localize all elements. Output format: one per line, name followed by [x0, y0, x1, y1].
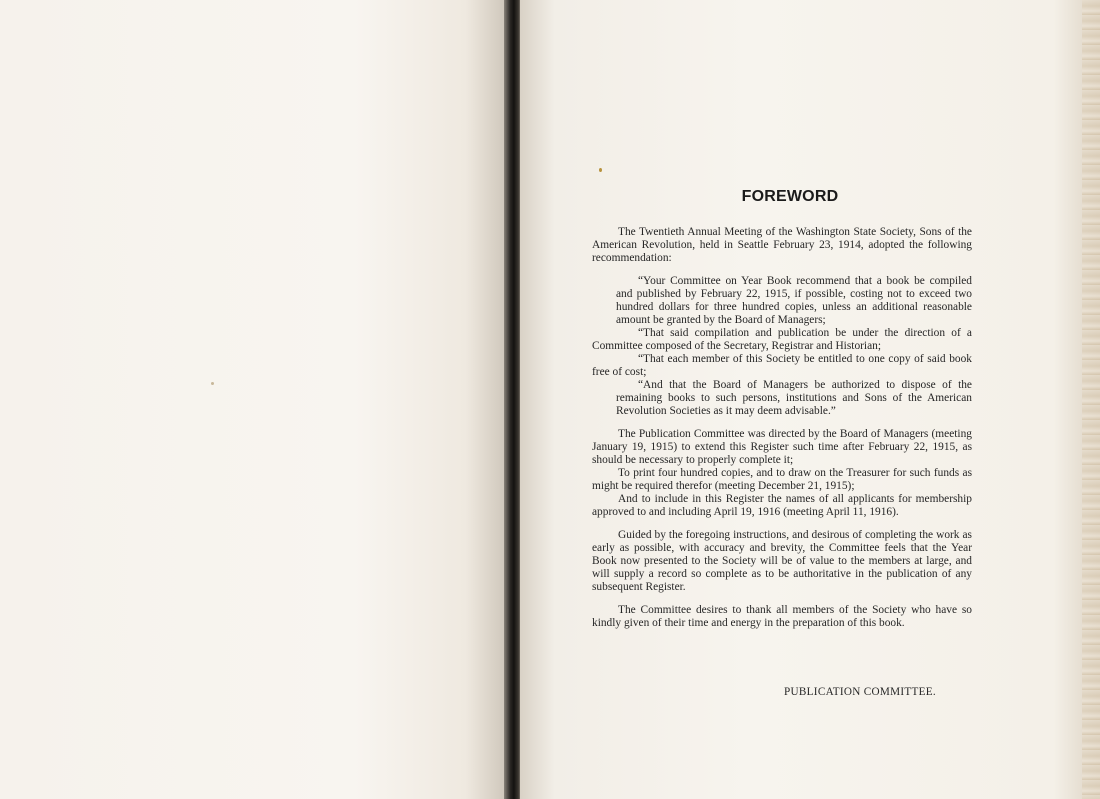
paper-speck	[599, 168, 602, 172]
left-page-blank	[0, 0, 506, 799]
quote-paragraph: “And that the Board of Managers be authorized to dispose of the remaining books to such persons, institutions and Sons of the American Revolution Societies as it may deem advisable.”	[616, 379, 972, 417]
page-title: FOREWORD	[741, 188, 839, 205]
quote-paragraph: “That each member of this Society be entitled to one copy of said book free of cost;	[592, 353, 972, 378]
thanks-paragraph: The Committee desires to thank all members of the Society who have so kindly given of their time and energy in the preparation of this book.	[592, 604, 972, 629]
directions-paragraph: To print four hundred copies, and to draw on the Treasurer for such funds as might be required therefor (meeting December 21, 1915);	[592, 467, 972, 492]
quote-paragraph: “That said compilation and publication be under the direction of a Committee composed of the Secretary, Registrar and Historian;	[592, 327, 972, 352]
signature: PUBLICATION COMMITTEE.	[784, 686, 937, 698]
directions-paragraph: And to include in this Register the names of all applicants for membership approved to and including April 19, 1916 (meeting April 11, 1916).	[592, 493, 972, 518]
directions-paragraph: The Publication Committee was directed by the Board of Managers (meeting January 19, 1915) to extend this Register such time after February 22, 1915, as should be necessary to properly complete it;	[592, 428, 972, 466]
quote-paragraph: “Your Committee on Year Book recommend that a book be compiled and published by February 22, 1915, if possible, costing not to exceed two hundred dollars for three hundred copies, unless an additional reasonable amount be granted by the Board of Managers;	[616, 275, 972, 326]
intro-paragraph: The Twentieth Annual Meeting of the Washington State Society, Sons of the American Revolution, held in Seattle February 23, 1914, adopted the following recommendation:	[592, 226, 972, 264]
paper-speck	[211, 382, 214, 385]
guided-paragraph: Guided by the foregoing instructions, and desirous of completing the work as early as possible, with accuracy and brevity, the Committee feels that the Year Book now presented to the Society will be of value to the members at large, and will supply a record so complete as to be authoritative in the publication of any subsequent Register.	[592, 529, 972, 593]
page-edge-wear	[1082, 0, 1100, 799]
right-page-foreword	[520, 0, 1100, 799]
body-text	[592, 226, 972, 630]
